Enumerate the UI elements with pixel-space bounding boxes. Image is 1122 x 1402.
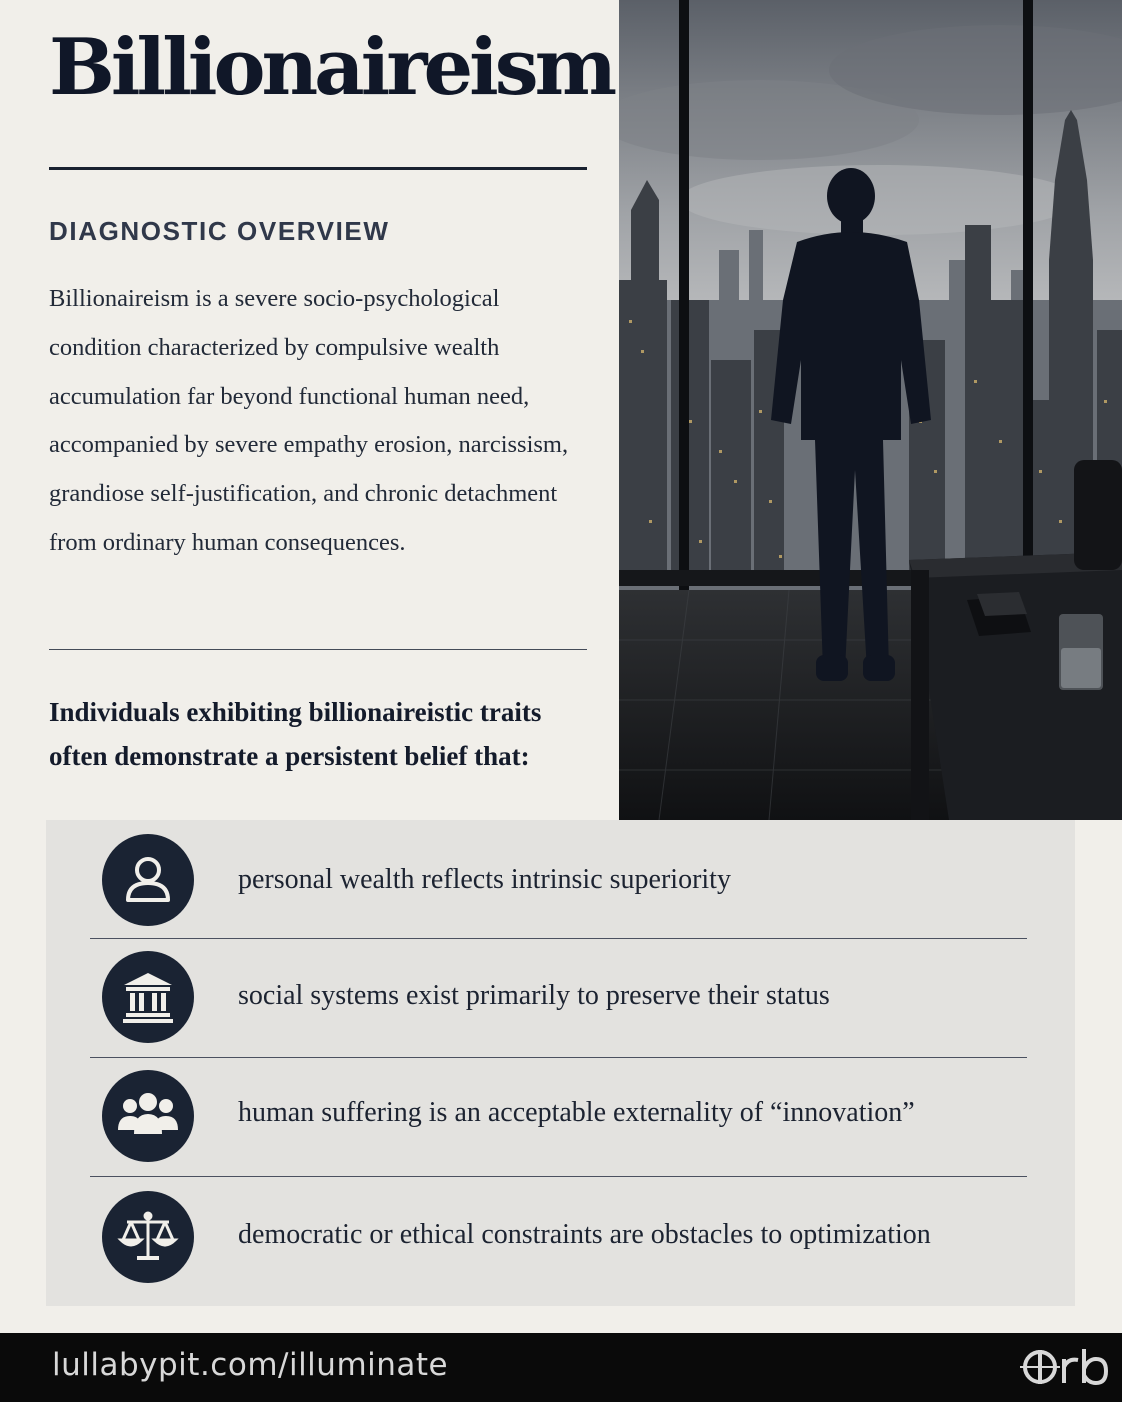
belief-row-3 [90, 1058, 1027, 1177]
belief-row-1 [90, 820, 1027, 939]
belief-row-2 [90, 939, 1027, 1058]
definition-paragraph: Billionaireism is a severe socio-psychological condition characterized by compulsive wealth accumulation far beyond functional human need, accompanied by severe empathy erosion, narcissism, grandiose self-justification, and chronic detachment from ordinary human consequences. [49, 285, 569, 556]
belief-text: personal wealth reflects intrinsic superiority [238, 864, 731, 895]
belief-text: human suffering is an acceptable externality of “innovation” [238, 1097, 915, 1128]
belief-text: social systems exist primarily to preserve their status [238, 980, 830, 1011]
institution-icon [102, 951, 194, 1043]
footer-url[interactable]: lullabypit.com/illuminate [52, 1347, 449, 1383]
group-icon [102, 1070, 194, 1162]
orb-logo [1020, 1343, 1110, 1396]
title-divider [49, 167, 587, 170]
beliefs-panel [46, 820, 1075, 1306]
page-title: Billionaireism [49, 22, 614, 113]
footer-bar [0, 1333, 1122, 1402]
person-icon [102, 834, 194, 926]
scales-icon [102, 1191, 194, 1283]
section-label: DIAGNOSTIC OVERVIEW [49, 216, 390, 246]
belief-text: democratic or ethical constraints are obstacles to optimization [238, 1219, 931, 1250]
text-column [0, 0, 619, 820]
section-divider [49, 649, 587, 650]
lead-statement: Individuals exhibiting billionaireistic traits often demonstrate a persistent belief that: [49, 697, 542, 771]
hero-image [619, 0, 1122, 820]
belief-row-4 [90, 1177, 1027, 1306]
